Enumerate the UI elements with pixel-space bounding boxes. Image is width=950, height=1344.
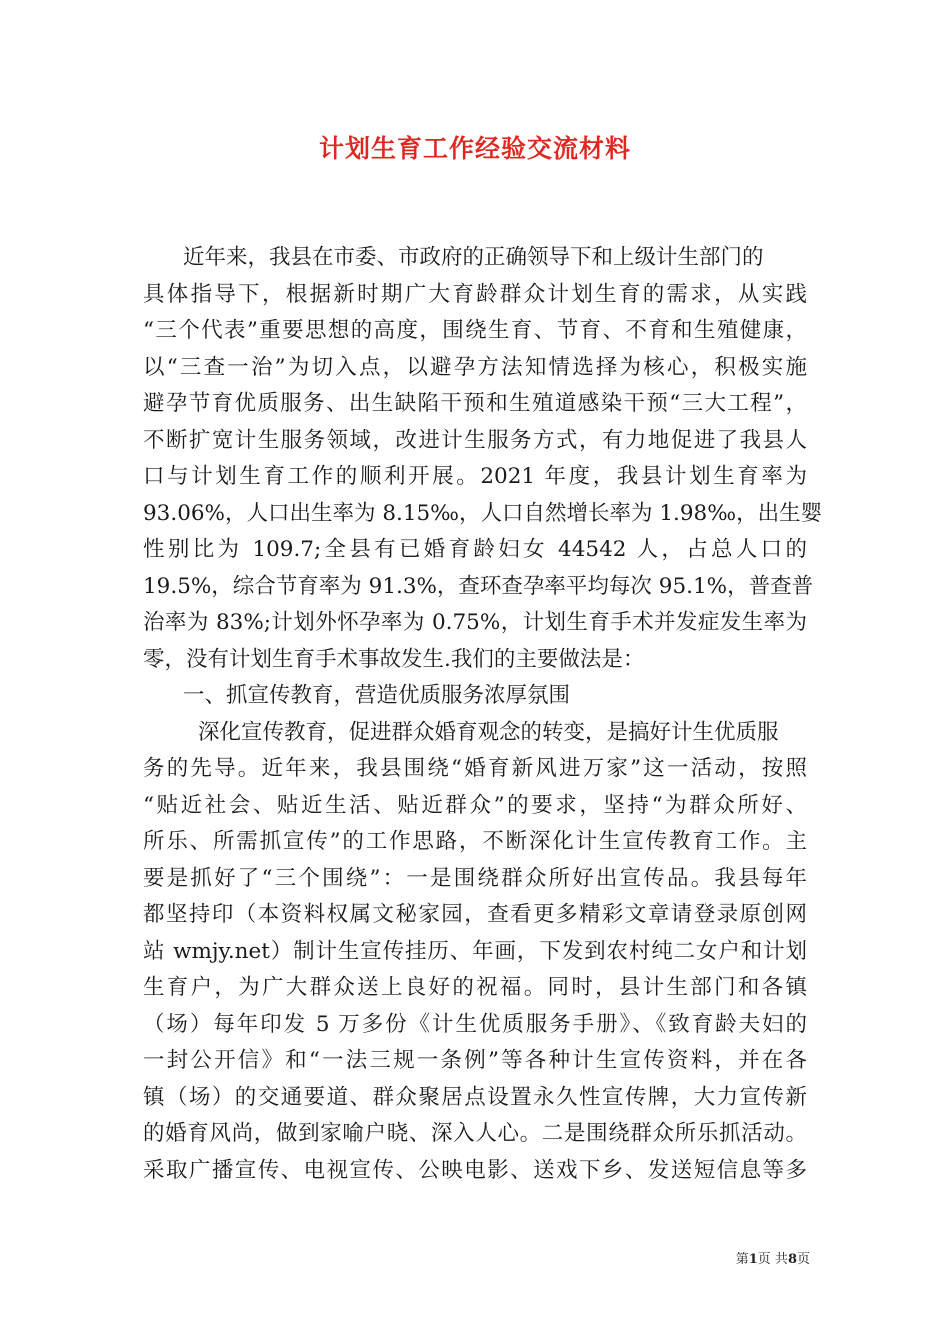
text-line: 深化宣传教育，促进群众婚育观念的转变，是搞好计生优质服 (198, 719, 779, 745)
footer-middle: 页 共 (757, 1252, 788, 1267)
text-line: 要是抓好了“三个围绕”：一是围绕群众所好出宣传品。我县每年 (143, 865, 807, 891)
page-number-footer (690, 1248, 810, 1267)
text-line: 站 wmjy.net）制计生宣传挂历、年画，下发到农村纯二女户和计划 (143, 938, 807, 964)
text-line: 19.5%，综合节育率为 91.3%，查环查孕率平均每次 95.1%，普查普 (143, 573, 814, 599)
text-line: 93.06%，人口出生率为 8.15‰，人口自然增长率为 1.98‰，出生婴 (143, 500, 823, 526)
text-line: 治率为 83%;计划外怀孕率为 0.75%，计划生育手术并发症发生率为 (143, 610, 807, 635)
text-line: 零，没有计划生育手术事故发生.我们的主要做法是： (143, 646, 645, 672)
section-heading: 一、抓宣传教育，营造优质服务浓厚氛围 (183, 683, 571, 708)
document-title: 计划生育工作经验交流材料 (318, 134, 631, 163)
total-page-count: 8 (787, 1252, 797, 1267)
current-page-number: 1 (748, 1252, 758, 1267)
text-line: 具体指导下，根据新时期广大育龄群众计划生育的需求，从实践 (143, 281, 807, 307)
text-line: 生育户，为广大群众送上良好的祝福。同时，县计生部门和各镇 (143, 975, 807, 1000)
text-line: 避孕节育优质服务、出生缺陷干预和生殖道感染干预“三大工程”， (143, 391, 807, 416)
text-line: 口与计划生育工作的顺利开展。2021 年度，我县计划生育率为 (143, 464, 807, 489)
text-line: 务的先导。近年来，我县围绕“婚育新风进万家”这一活动，按照 (143, 756, 807, 781)
text-line: 以“三查一治”为切入点，以避孕方法知情选择为核心，积极实施 (143, 354, 807, 380)
text-line: 镇（场）的交通要道、群众聚居点设置永久性宣传牌，大力宣传新 (143, 1084, 807, 1110)
text-line: 近年来，我县在市委、市政府的正确领导下和上级计生部门的 (183, 245, 764, 270)
text-line: 都坚持印（本资料权属文秘家园，查看更多精彩文章请登录原创网 (143, 902, 807, 927)
text-line: “贴近社会、贴近生活、贴近群众”的要求，坚持“为群众所好、 (143, 792, 807, 818)
text-line: 所乐、所需抓宣传”的工作思路，不断深化计生宣传教育工作。主 (143, 829, 807, 854)
text-line: 不断扩宽计生服务领域，改进计生服务方式，有力地促进了我县人 (143, 427, 807, 453)
footer-prefix: 第 (735, 1252, 749, 1267)
text-line: 一封公开信》和“一法三规一条例”等各种计生宣传资料，并在各 (143, 1048, 807, 1073)
footer-suffix: 页 (796, 1252, 810, 1267)
text-line: （场）每年印发 5 万多份《计生优质服务手册》、《致育龄夫妇的 (143, 1011, 807, 1037)
text-line: 性别比为 109.7;全县有已婚育龄妇女 44542 人，占总人口的 (143, 537, 807, 562)
document-body (143, 240, 823, 1189)
text-line: 采取广播宣传、电视宣传、公映电影、送戏下乡、发送短信息等多 (143, 1157, 807, 1183)
text-line: “三个代表”重要思想的高度，围绕生育、节育、不育和生殖健康， (143, 318, 807, 343)
text-line: 的婚育风尚，做到家喻户晓、深入人心。二是围绕群众所乐抓活动。 (143, 1121, 807, 1146)
